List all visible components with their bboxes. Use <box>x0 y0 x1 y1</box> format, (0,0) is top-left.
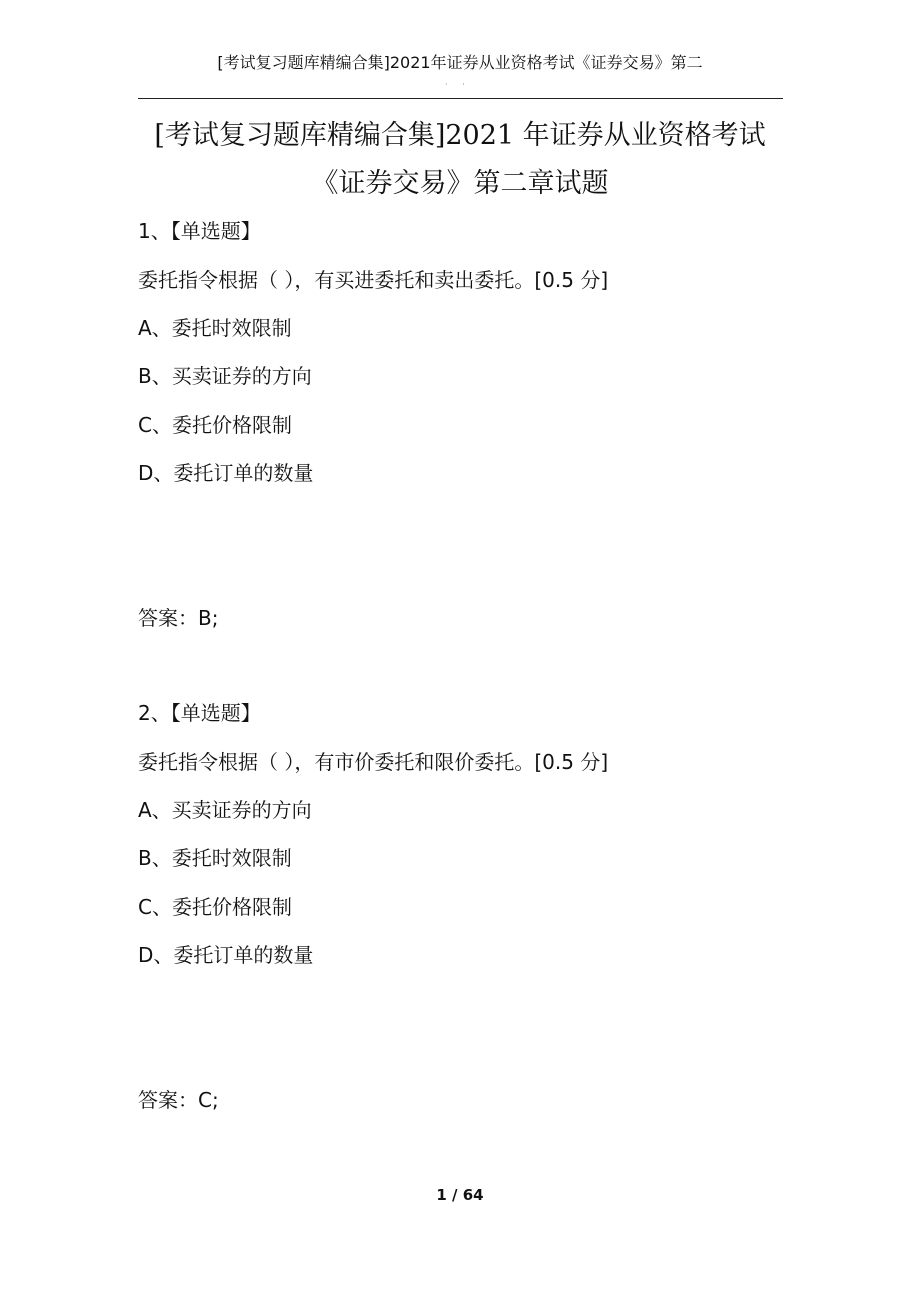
question-number: 2、【单选题】 <box>138 701 261 725</box>
option-c: C、委托价格限制 <box>138 895 292 919</box>
document-title <box>110 112 810 208</box>
header-ellipsis: · · <box>445 80 471 89</box>
running-header: [考试复习题库精编合集]2021年证券从业资格考试《证券交易》第二 <box>217 53 703 72</box>
option-a: A、委托时效限制 <box>138 316 292 340</box>
page-number: 1 / 64 <box>436 1186 484 1204</box>
document-title-line-2: 《证券交易》第二章试题 <box>311 168 609 199</box>
option-d: D、委托订单的数量 <box>138 461 314 485</box>
answer: 答案：B; <box>138 606 219 630</box>
question-stem: 委托指令根据（ ），有市价委托和限价委托。[0.5 分] <box>138 750 609 774</box>
option-a: A、买卖证券的方向 <box>138 798 312 822</box>
option-b: B、买卖证券的方向 <box>138 364 312 388</box>
question-stem: 委托指令根据（ ），有买进委托和卖出委托。[0.5 分] <box>138 268 609 292</box>
option-d: D、委托订单的数量 <box>138 943 314 967</box>
option-c: C、委托价格限制 <box>138 413 292 437</box>
answer: 答案：C; <box>138 1088 219 1112</box>
option-b: B、委托时效限制 <box>138 846 292 870</box>
header-divider <box>138 98 783 99</box>
question-number: 1、【单选题】 <box>138 219 261 243</box>
document-title-line-1: [考试复习题库精编合集]2021 年证券从业资格考试 <box>154 120 766 151</box>
